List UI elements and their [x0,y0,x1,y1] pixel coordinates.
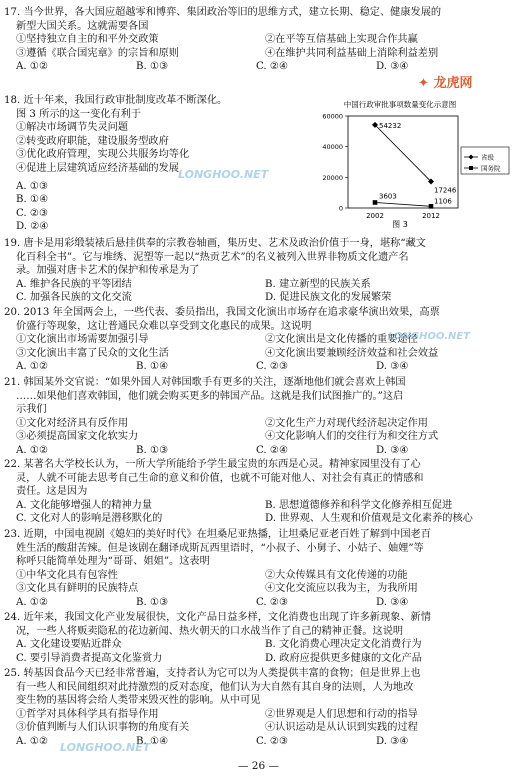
q21-stem-line: 示我们 [16,404,47,416]
q20-answer: B. ①④ [136,361,169,373]
q22-stem-line: 22. 某著名大学校长认为，一所大学所能给予学生最宝贵的东西是心灵。精神家园里没有了心 [4,459,421,470]
q25-answer: B. ①④ [136,735,169,747]
question-24 [4,611,514,665]
q19-options-row [4,278,514,292]
logo-text: 龙虎网 [433,76,473,91]
q25-stem-line: 变生物的基因将会给人类带来毁灭性的影响。从中可见 [16,695,261,707]
q19-stem-line: 录。加强对唐卡艺术的保护和传承是为了 [16,265,200,277]
q24-option: D. 政府应提供更多健康的文化产品 [265,652,422,664]
q18-answer: B. ①④ [16,194,49,206]
legend-label: 国务院 [481,164,501,173]
q25-options-row [4,721,514,735]
q20-answer: D. ③④ [376,361,409,373]
data-point [373,200,378,205]
data-label: 54232 [379,121,402,130]
y-tick-label: 20000 [322,173,343,182]
q21-answer: A. ①② [16,444,49,456]
q17-answer: B. ①③ [136,61,169,73]
q23-options-row [4,582,514,596]
q25-stem-line: 25. 转基因食品今天已经非常普遍，支持者认为它可以为人类提供丰富的食物；但是世界上也 [4,668,421,679]
flame-icon: ✦ [418,76,429,91]
q20-option: ④文化演出要兼顾经济效益和社会效益 [265,347,439,359]
q24-options-row [4,652,514,666]
q17-answer: C. ②④ [256,61,289,73]
q23-option: ③文化具有鲜明的民族特点 [16,583,139,595]
q25-answer: A. ①② [16,735,49,747]
q25-option: ④认识运动是从认识到实践的过程 [265,722,418,734]
data-label: 1106 [434,197,452,206]
y-tick-label: 40000 [322,143,343,152]
q18-option: ①解决市场调节失灵问题 [16,122,129,134]
q20-answer: C. ②③ [256,361,289,373]
q19-option: A. 维护各民族的平等团结 [16,278,132,290]
question-18 [4,94,304,234]
page-number: — 26 — [237,760,280,772]
q24-option: A. 文化建设要贴近群众 [16,639,122,651]
q19-options-row [4,291,514,305]
q25-option: ③价值判断与人们认识事物的角度有关 [16,722,190,734]
chart-title: 中国行政审批事项数量变化示意图 [343,100,457,109]
q21-answer: C. ②④ [256,444,289,456]
q25-answer: C. ②③ [256,735,289,747]
q17-stem-line: 新型大国关系。这就需要各国 [16,20,149,32]
y-tick-label: 60000 [322,112,343,121]
question-22 [4,458,514,526]
series-line-1 [375,125,431,182]
q18-stem-line: 18. 近十年来，我国行政审批制度改革不断深化。 [4,95,228,106]
data-label: 17246 [434,186,457,195]
q21-option: ②文化生产力对现代经济起决定作用 [265,417,428,429]
q21-answers-row [4,444,514,458]
q17-stem-line: 17. 当今世界，各大国应超越零和博弈、集团政治等旧的思维方式，建立长期、稳定、健康发展的 [4,7,442,18]
q20-options-row [4,347,514,361]
chart-caption: 图 3 [392,220,408,229]
q21-answer: B. ①③ [136,444,169,456]
q23-stem-line: 23. 近期，中国电视剧《媳妇的美好时代》在坦桑尼亚热播，让坦桑尼亚老百姓了解到中国老百 [4,529,431,540]
q25-stem-line: 有一些人和民间组织对此持激烈的反对态度，他们认为大自然有其自身的法则，人为地改 [16,681,414,693]
q17-option: ②在平等互信基础上实现合作共赢 [265,34,418,46]
q20-stem-line: 价盛行等现象，这让普通民众难以享受到文化惠民的成果。这说明 [16,320,312,332]
q20-answers-row [4,360,514,374]
data-point [429,204,434,209]
question-21 [4,376,514,458]
q17-option: ④在维护共同利益基础上消除利益差别 [265,47,439,59]
q21-options-row [4,430,514,444]
q23-stem-line: 姓生活的酸甜苦辣。但是该剧在翻译成斯瓦西里语时，“小叔子、小舅子、小姑子、妯娌”等 [16,542,424,554]
q19-option: B. 建立新型的民族关系 [265,278,371,290]
watermark: LONGHOO.NET [178,168,269,181]
q21-stem-line: ……如果他们喜欢韩国，他们就会购买更多的韩国产品。这就是我们试图推广的。”这启 [16,390,404,402]
q25-option: ①哲学对具体科学具有指导作用 [16,708,159,720]
q23-answer: B. ①③ [136,596,169,608]
q22-option: A. 文化能够增强人的精神力量 [16,499,153,511]
q17-answer: D. ③④ [376,61,409,73]
q23-answer: D. ③④ [376,596,409,608]
q22-option: B. 思想道德修养和科学文化修养相互促进 [265,499,453,511]
q22-option: C. 文化对人的影响是潜移默化的 [16,513,163,525]
q19-option: D. 促进民族文化的发展繁荣 [265,292,392,304]
q19-option: C. 加强各民族的文化交流 [16,292,132,304]
q22-option: D. 世界观、人生观和价值观是文化素养的核心 [265,513,473,525]
q21-option: ③必须提高国家文化软实力 [16,431,139,443]
q23-answer: C. ②③ [256,596,289,608]
watermark: LONGHOO.NET [60,741,151,754]
y-tick-label: 0 [338,204,343,213]
x-tick-label: 2012 [422,212,440,220]
q20-option: ①文化演出市场需要加强引导 [16,334,149,346]
q23-answers-row [4,596,514,610]
question-17 [4,6,514,74]
q18-option: ④促进上层建筑适应经济基础的发展 [16,162,179,174]
q21-option: ④文化影响人们的交往行为和交往方式 [265,431,439,443]
q21-answer: D. ③④ [376,444,409,456]
q18-answer: A. ①③ [16,180,49,192]
q17-options-row [4,47,514,61]
question-19 [4,237,514,305]
q17-options-row [4,33,514,47]
longhoo-logo [418,72,472,91]
q19-stem-line: 19. 唐卡是用彩缎装裱后悬挂供奉的宗教卷轴画，集历史、艺术及政治价值于一身，堪称“藏文 [4,238,426,249]
q20-option: ③文化演出丰富了民众的文化生活 [16,347,169,359]
question-23 [4,528,514,610]
q23-options-row [4,569,514,583]
q23-option: ②大众传媒具有文化传递的功能 [265,569,408,581]
q18-stem-line: 图 3 所示的这一变化有利于 [16,108,142,120]
q20-answer: A. ①② [16,361,49,373]
q24-stem-line: 况，一些人将贩卖隐私的花边新闻、热火朝天的口水战当作了自己的精神正餐。这说明 [16,625,404,637]
q17-answer: A. ①② [16,61,49,73]
series-line-2 [375,202,431,206]
approval-items-line-chart [298,96,512,230]
q24-stem-line: 24. 近年来，我国文化产业发展很快，文化产品日益多样，文化消费也出现了许多新现象、新情 [4,612,431,623]
q22-options-row [4,512,514,526]
q24-option: C. 要引导消费者提高文化鉴赏力 [16,652,163,664]
q25-options-row [4,708,514,722]
q23-option: ④文化交流应以我为主，为我所用 [265,583,418,595]
q22-options-row [4,499,514,513]
watermark: LONGHOO.NET [388,331,471,342]
q21-options-row [4,417,514,431]
q24-options-row [4,638,514,652]
legend-marker [469,166,473,170]
q23-option: ①中华文化具有包容性 [16,569,118,581]
q20-stem-line: 20. 2013 年全国两会上，一些代表、委员指出，我国文化演出市场存在追求豪华演出效果，高票 [4,307,440,318]
q19-stem-line: 化百科全书”。它与堆绣、泥塑等一起以“热贡艺术”的名义被列入世界非物质文化遗产名 [16,251,409,263]
q25-option: ②世界观是人们思想和行动的指导 [265,708,418,720]
q20-option: ②文化演出是文化传播的重要途径 [265,334,418,346]
question-25 [4,667,514,749]
q22-stem-line: 灵，人就不可能去思考自己生命的意义和价值，也就不可能对他人、对社会有真正的情感和 [16,472,424,484]
q21-option: ①文化对经济具有反作用 [16,417,129,429]
legend-label: 省级 [481,153,494,162]
data-label: 3603 [379,192,397,201]
q18-option: ③优化政府管理，实现公共服务均等化 [16,149,190,161]
q21-stem-line: 21. 韩国某外交官说：“如果外国人对韩国歌手有更多的关注，逐渐地他们就会喜欢上韩国 [4,377,406,388]
q17-option: ③遵循《联合国宪章》的宗旨和原则 [16,47,179,59]
q17-option: ①坚持独立自主的和平外交政策 [16,34,159,46]
q25-answer: D. ③④ [376,735,409,747]
q24-option: B. 文化消费心理决定文化消费行为 [265,639,422,651]
q23-answer: A. ①② [16,596,49,608]
q18-answer: C. ②③ [16,207,49,219]
q22-stem-line: 责任。这是因为 [16,486,88,498]
q23-stem-line: 称呼只能简单处理为“哥哥、姐姐”。这表明 [16,556,210,568]
q18-answer: D. ②④ [16,221,49,233]
q18-option: ②转变政府职能，建设服务型政府 [16,135,169,147]
x-tick-label: 2002 [366,212,384,220]
